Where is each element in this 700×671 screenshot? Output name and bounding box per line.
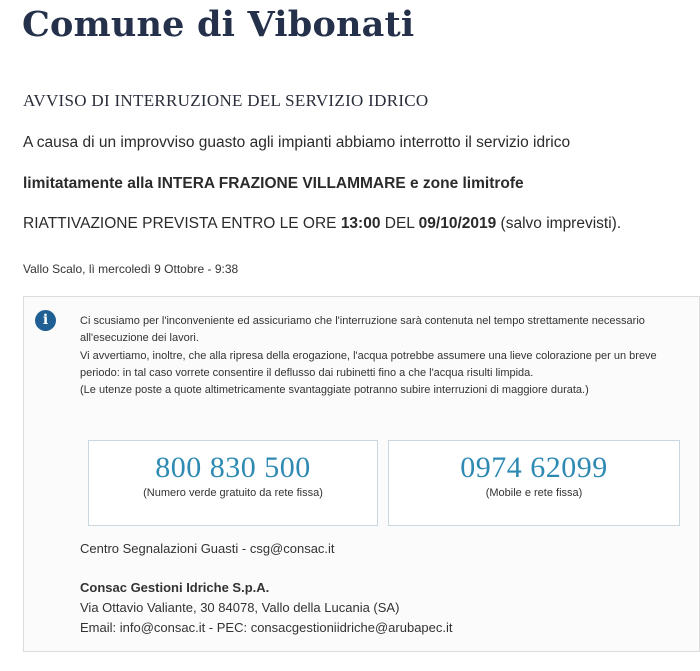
info-text [80,313,680,399]
phone-number-link[interactable]: 800 830 500 [155,451,311,484]
restore-prefix: RIATTIVAZIONE PREVISTA ENTRO LE ORE [23,215,341,232]
restore-suffix: (salvo imprevisti). [496,215,622,232]
notice-line-restore [23,215,621,233]
restore-time: 13:00 [340,215,381,232]
notice-heading: AVVISO DI INTERRUZIONE DEL SERVIZIO IDRICO [23,91,429,110]
company-address: Via Ottavio Valiante, 30 84078, Vallo della Lucania (SA) [80,600,400,615]
page-title: Comune di Vibonati [22,4,415,45]
info-icon: i [35,310,56,331]
notice-line-cause: A causa di un improvviso guasto agli impianti abbiamo interrotto il servizio idrico [23,134,571,151]
notice-line-area: limitatamente alla INTERA FRAZIONE VILLAMMARE e zone limitrofe [23,175,524,192]
info-line: (Le utenze poste a quote altimetricamente svantaggiate potranno subire interruzioni di maggiore durata.) [80,384,589,397]
info-line: all'esecuzione dei lavori. [80,332,199,345]
mobile-phone-card [388,440,680,526]
dateline: Vallo Scalo, lì mercoledì 9 Ottobre - 9:38 [23,262,239,276]
company-name: Consac Gestioni Idriche S.p.A. [80,580,270,595]
phone-caption: (Numero verde gratuito da rete fissa) [143,487,323,499]
restore-middle: DEL [380,215,419,232]
info-line: Ci scusiamo per l'inconveniente ed assicuriamo che l'interruzione sarà contenuta nel tempo strettamente necessario [80,315,645,327]
toll-free-phone-card [88,440,378,526]
info-line: periodo: in tal caso vorrete consentire il deflusso dai rubinetti fino a che l'acqua risulti limpida. [80,366,534,379]
phone-caption: (Mobile e rete fissa) [485,487,583,499]
phone-number-link[interactable]: 0974 62099 [460,451,608,484]
company-emails: Email: info@consac.it - PEC: consacgestioniidriche@arubapec.it [80,620,453,635]
fault-center-contact: Centro Segnalazioni Guasti - csg@consac.it [80,541,335,556]
restore-date: 09/10/2019 [418,215,497,232]
info-line: Vi avvertiamo, inoltre, che alla ripresa della erogazione, l'acqua potrebbe assumere una lieve colorazione per un breve [80,349,657,362]
